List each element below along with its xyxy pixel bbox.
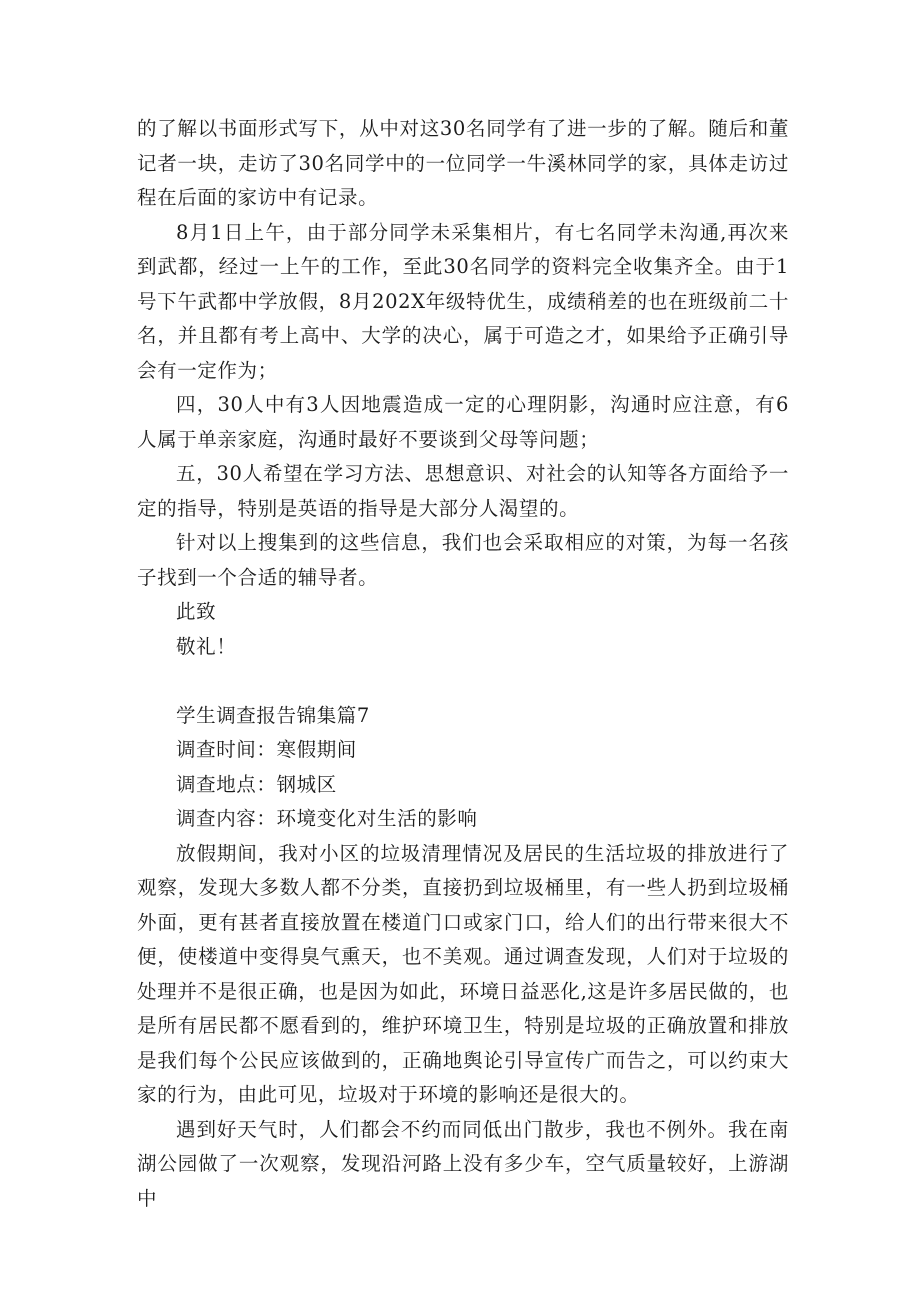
section-gap xyxy=(137,664,789,699)
survey-topic: 调查内容：环境变化对生活的影响 xyxy=(176,807,478,830)
survey-place: 调查地点：钢城区 xyxy=(176,772,337,796)
paragraph-point-four: 四，30人中有3人因地震造成一定的心理阴影，沟通时应注意，有6人属于单亲家庭，沟通时最好不要谈到父母等问题； xyxy=(137,393,789,451)
closing-line-1: 此致 xyxy=(176,600,217,623)
document-body xyxy=(137,112,789,1216)
survey-time: 调查时间：寒假期间 xyxy=(176,738,357,761)
paragraph-park: 遇到好天气时，人们都会不约而同低出门散步，我也不例外。我在南湖公园做了一次观察，发现沿河路上没有多少车，空气质量较好，上游湖中 xyxy=(137,1117,789,1210)
closing-line-2: 敬礼！ xyxy=(176,634,237,658)
paragraph-august-first: 8月1日上午，由于部分同学未采集相片，有七名同学未沟通,再次来到武都，经过一上午的工作，至此30名同学的资料完全收集齐全。由于1号下午武都中学放假，8月202X年级特优生，成绩稍差的也在班级前二十名，并且都有考上高中、大学的决心，属于可造之才，如果给予正确引导会有一定作为； xyxy=(137,220,789,382)
section-title: 学生调查报告锦集篇7 xyxy=(176,703,370,727)
paragraph-countermeasures: 针对以上搜集到的这些信息，我们也会采取相应的对策，为每一名孩子找到一个合适的辅导者。 xyxy=(137,531,789,589)
paragraph-continued: 的了解以书面形式写下，从中对这30名同学有了进一步的了解。随后和董记者一块，走访了30名同学中的一位同学一牛溪林同学的家，具体走访过程在后面的家访中有记录。 xyxy=(137,117,789,209)
paragraph-garbage: 放假期间，我对小区的垃圾清理情况及居民的生活垃圾的排放进行了观察，发现大多数人都不分类，直接扔到垃圾桶里，有一些人扔到垃圾桶外面，更有甚者直接放置在楼道门口或家门口，给人们的出行带来很大不便，使楼道中变得臭气熏天，也不美观。通过调查发现，人们对于垃圾的处理并不是很正确，也是因为如此，环境日益恶化,这是许多居民做的，也是所有居民都不愿看到的，维护环境卫生，特别是垃圾的正确放置和排放是我们每个公民应该做到的，正确地舆论引导宣传广而告之，可以约束大家的行为，由此可见，垃圾对于环境的影响还是很大的。 xyxy=(137,841,789,1106)
paragraph-point-five: 五，30人希望在学习方法、思想意识、对社会的认知等各方面给予一定的指导，特别是英语的指导是大部分人渴望的。 xyxy=(137,462,789,520)
